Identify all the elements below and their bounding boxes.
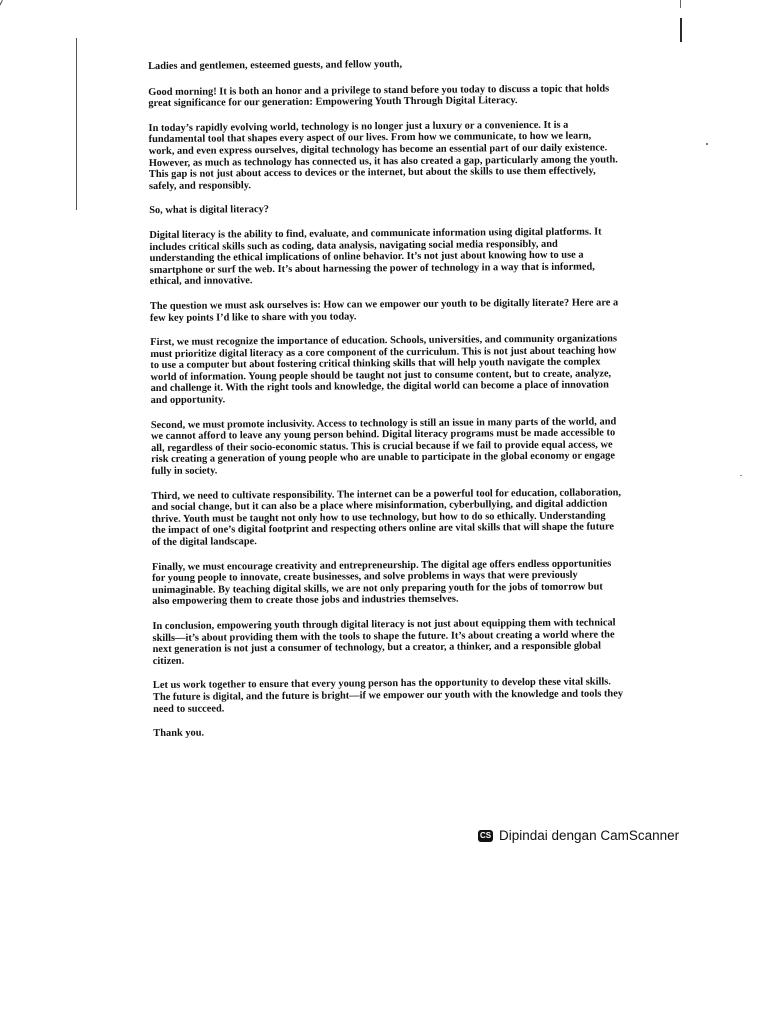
question-tail: Here are a few key points I’d like to share with you today. bbox=[149, 297, 619, 324]
watermark-text: Dipindai dengan CamScanner bbox=[499, 828, 680, 843]
scan-corner-mark bbox=[0, 0, 3, 18]
camscanner-watermark bbox=[478, 828, 679, 843]
scan-margin-line-left bbox=[76, 38, 77, 210]
intro-topic: Empowering Youth Through Digital Literacy. bbox=[315, 95, 518, 108]
question-heading: So, what is digital literacy? bbox=[149, 204, 269, 217]
intro-lead: Good morning! It is both an honor and a privilege to stand before you today to discuss a topic that holds great significance for our generation: bbox=[148, 82, 610, 110]
call-to-action-paragraph: Let us work together to ensure that every young person has the opportunity to develop these vital skills. The future is digital, and the future is bright—if we empower our youth with the knowledge and tools they need to succeed. bbox=[152, 676, 624, 715]
point-third-paragraph: Third, we need to cultivate responsibility. The internet can be a powerful tool for education, collaboration, and social change, but it can also be a place where misinformation, cyberbullying, and digital addiction thrive. Youth must be taught not only how to use technology, but how to do so ethically. Understanding the impact of one’s digital footprint and respecting others online are vital skills that will shape the future of the digital landscape. bbox=[151, 486, 622, 548]
camscanner-icon: CS bbox=[479, 831, 492, 840]
scan-margin-line-right bbox=[680, 18, 682, 42]
closing-line: Thank you. bbox=[153, 727, 205, 740]
point-first-paragraph: First, we must recognize the importance of education. Schools, universities, and community organizations must prioritize digital literacy as a core component of the curriculum. This is not just about teaching how to use a computer but about fostering critical thinking skills that will help youth navigate the complex world of information. Young people should be taught not just to consume content, but to create, analyze, and challenge it. With the right tools and knowledge, the digital world can become a place of innovation and opportunity. bbox=[150, 333, 618, 407]
point-finally-paragraph: Finally, we must encourage creativity and entrepreneurship. The digital age offers endless opportunities for young people to innovate, create businesses, and solve problems in ways that were previously unimaginable. By teaching digital skills, we are not only preparing youth for the jobs of tomorrow but also empowering them to create those jobs and industries themselves. bbox=[151, 557, 612, 608]
question-paragraph bbox=[150, 297, 620, 324]
question-lead: The question we must ask ourselves is: bbox=[149, 299, 324, 312]
greeting: Ladies and gentlemen, esteemed guests, and fellow youth, bbox=[148, 59, 403, 72]
speech-document bbox=[148, 57, 623, 752]
scan-speck bbox=[706, 143, 708, 145]
conclusion-paragraph: In conclusion, empowering youth through digital literacy is not just about equipping them with technical skills—it’s about providing them with the tools to shape the future. It’s about creating a world where the next generation is not just a consumer of technology, but a creator, a thinker, and a responsible global citizen. bbox=[152, 617, 616, 667]
context-paragraph: In today’s rapidly evolving world, technology is no longer just a luxury or a convenience. It is a fundamental tool that shapes every aspect of our lives. From how we communicate, to how we learn, work, and even express ourselves, digital technology has become an essential part of our daily existence. However, as much as technology has connected us, it has also created a gap, particularly among the youth. This gap is not just about access to devices or the internet, but about the skills to use them effectively, safely, and responsibly. bbox=[148, 119, 618, 192]
intro-paragraph bbox=[148, 83, 618, 110]
question-bold: How can we empower our youth to be digitally literate? bbox=[323, 297, 570, 311]
definition-paragraph: Digital literacy is the ability to find, evaluate, and communicate information using digital platforms. It includes critical skills such as coding, data analysis, navigating social media responsibly, and understanding the ethical implications of online behavior. It’s not just about knowing how to use a smartphone or surf the web. It’s about harnessing the power of technology in a way that is informed, ethical, and innovative. bbox=[149, 226, 602, 288]
point-second-paragraph: Second, we must promote inclusivity. Access to technology is still an issue in many parts of the world, and we cannot afford to leave any young person behind. Digital literacy programs must be made accessible to all, regardless of their socio-economic status. This is crucial because if we fail to provide equal access, we risk creating a generation of young people who are unable to participate in the global economy or engage fully in society. bbox=[150, 415, 617, 478]
scan-speck bbox=[740, 475, 742, 476]
scan-margin-line-right-top bbox=[680, 0, 681, 8]
